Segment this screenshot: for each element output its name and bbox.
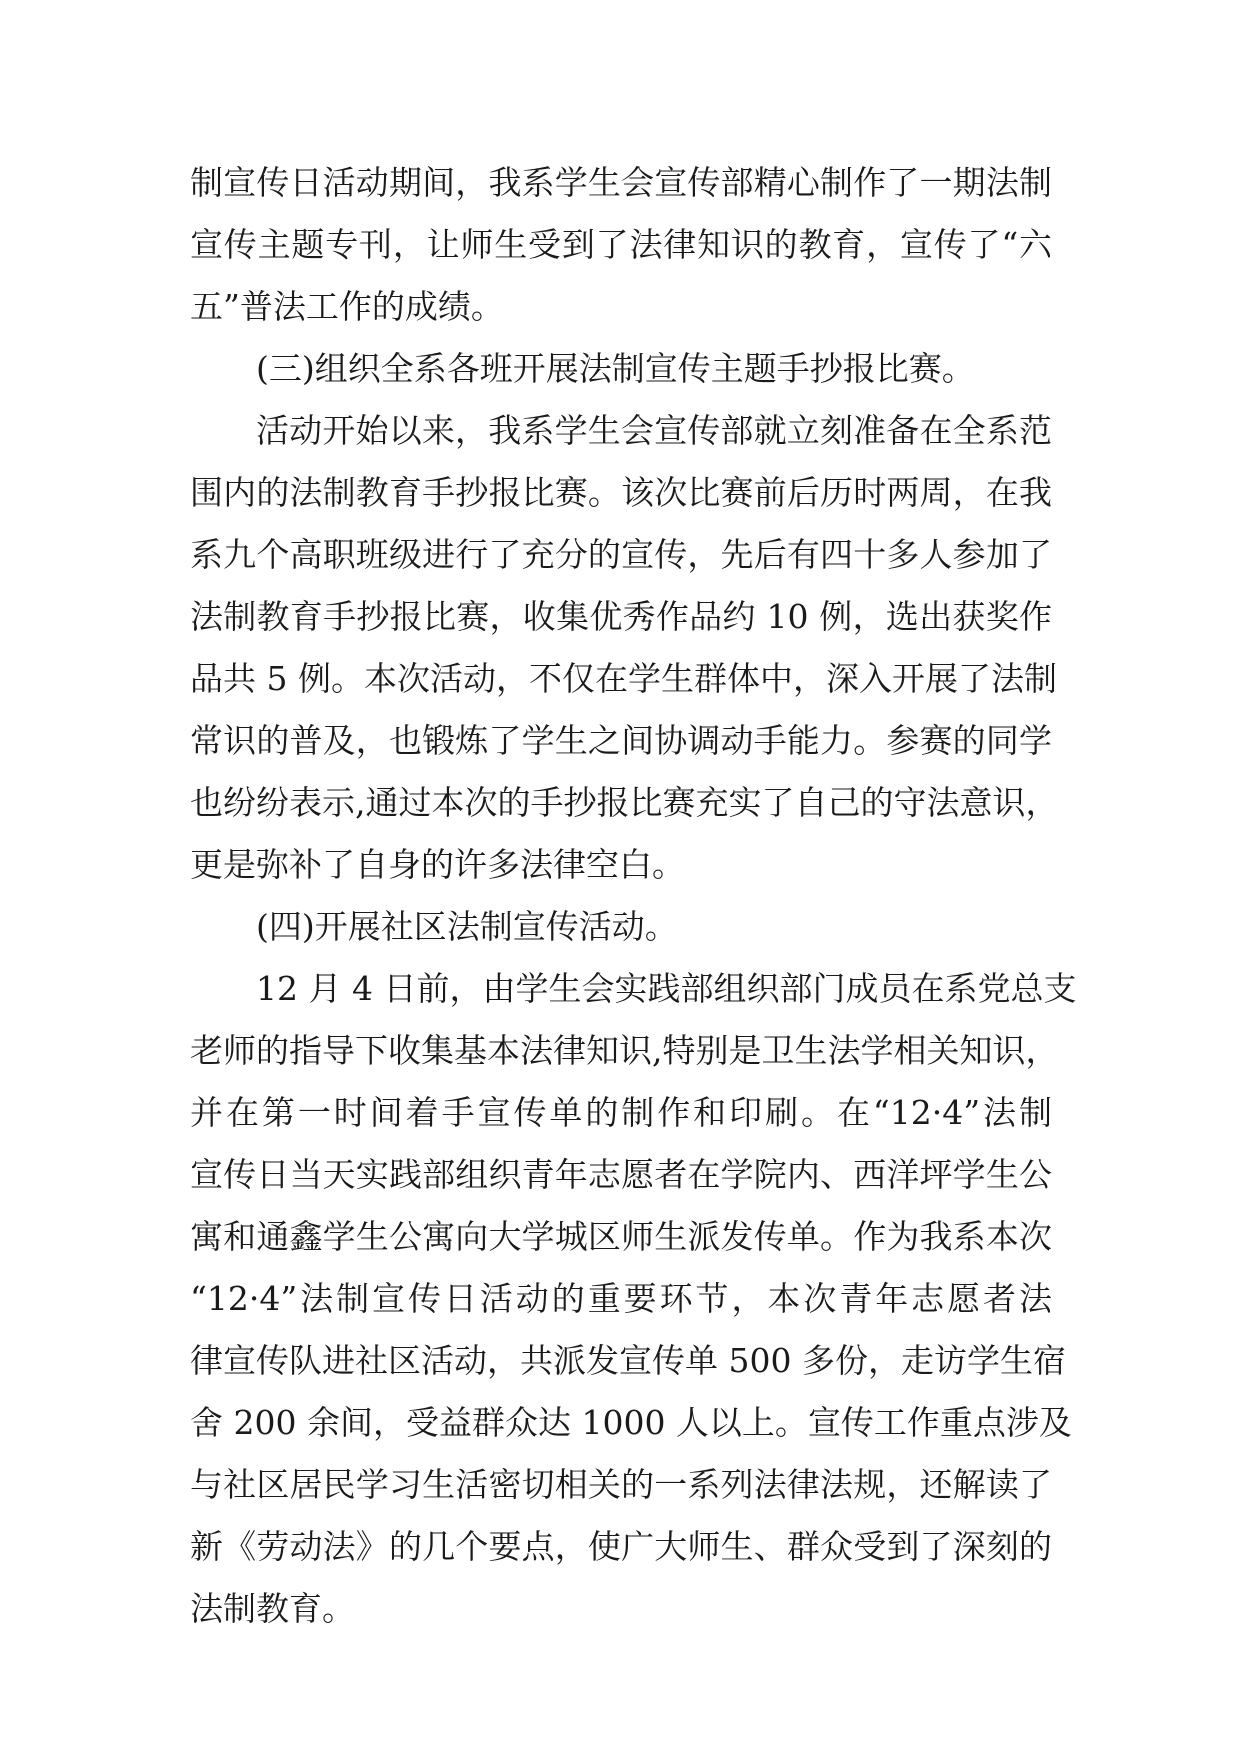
text-line: 寓和通鑫学生公寓向大学城区师生派发传单。作为我系本次 — [190, 1217, 1052, 1256]
text-line: 并在第一时间着手宣传单的制作和印刷。在“12·4”法制 — [190, 1093, 1052, 1132]
text-line: 制宣传日活动期间，我系学生会宣传部精心制作了一期法制 — [190, 163, 1052, 202]
text-line: 律宣传队进社区活动，共派发宣传单 500 多份，走访学生宿 — [190, 1341, 1066, 1380]
text-line: 活动开始以来，我系学生会宣传部就立刻准备在全系范 — [256, 411, 1052, 450]
text-line: 五”普法工作的成绩。 — [190, 287, 504, 326]
text-line: 更是弥补了自身的许多法律空白。 — [190, 845, 685, 884]
text-line: 与社区居民学习生活密切相关的一系列法律法规，还解读了 — [190, 1465, 1052, 1504]
text-line: 也纷纷表示,通过本次的手抄报比赛充实了自己的守法意识， — [190, 783, 1059, 822]
text-line: 老师的指导下收集基本法律知识,特别是卫生法学相关知识， — [190, 1031, 1059, 1070]
document-page — [190, 152, 1077, 1640]
section-heading: (三)组织全系各班开展法制宣传主题手抄报比赛。 — [256, 349, 975, 388]
section-heading: (四)开展社区法制宣传活动。 — [256, 907, 678, 946]
text-line: 围内的法制教育手抄报比赛。该次比赛前后历时两周，在我 — [190, 473, 1052, 512]
text-line: 品共 5 例。本次活动，不仅在学生群体中，深入开展了法制 — [190, 659, 1057, 698]
text-line: “12·4”法制宣传日活动的重要环节，本次青年志愿者法 — [190, 1279, 1052, 1318]
text-line: 法制教育。 — [190, 1589, 355, 1628]
text-line: 12 月 4 日前，由学生会实践部组织部门成员在系党总支 — [256, 969, 1077, 1008]
text-line: 系九个高职班级进行了充分的宣传，先后有四十多人参加了 — [190, 535, 1052, 574]
text-line: 法制教育手抄报比赛，收集优秀作品约 10 例，选出获奖作 — [190, 597, 1052, 636]
text-line: 常识的普及，也锻炼了学生之间协调动手能力。参赛的同学 — [190, 721, 1052, 760]
text-line: 新《劳动法》的几个要点，使广大师生、群众受到了深刻的 — [190, 1527, 1052, 1566]
text-line: 舍 200 余间，受益群众达 1000 人以上。宣传工作重点涉及 — [190, 1403, 1072, 1442]
text-line: 宣传主题专刊，让师生受到了法律知识的教育，宣传了“六 — [190, 225, 1052, 264]
text-line: 宣传日当天实践部组织青年志愿者在学院内、西洋坪学生公 — [190, 1155, 1052, 1194]
